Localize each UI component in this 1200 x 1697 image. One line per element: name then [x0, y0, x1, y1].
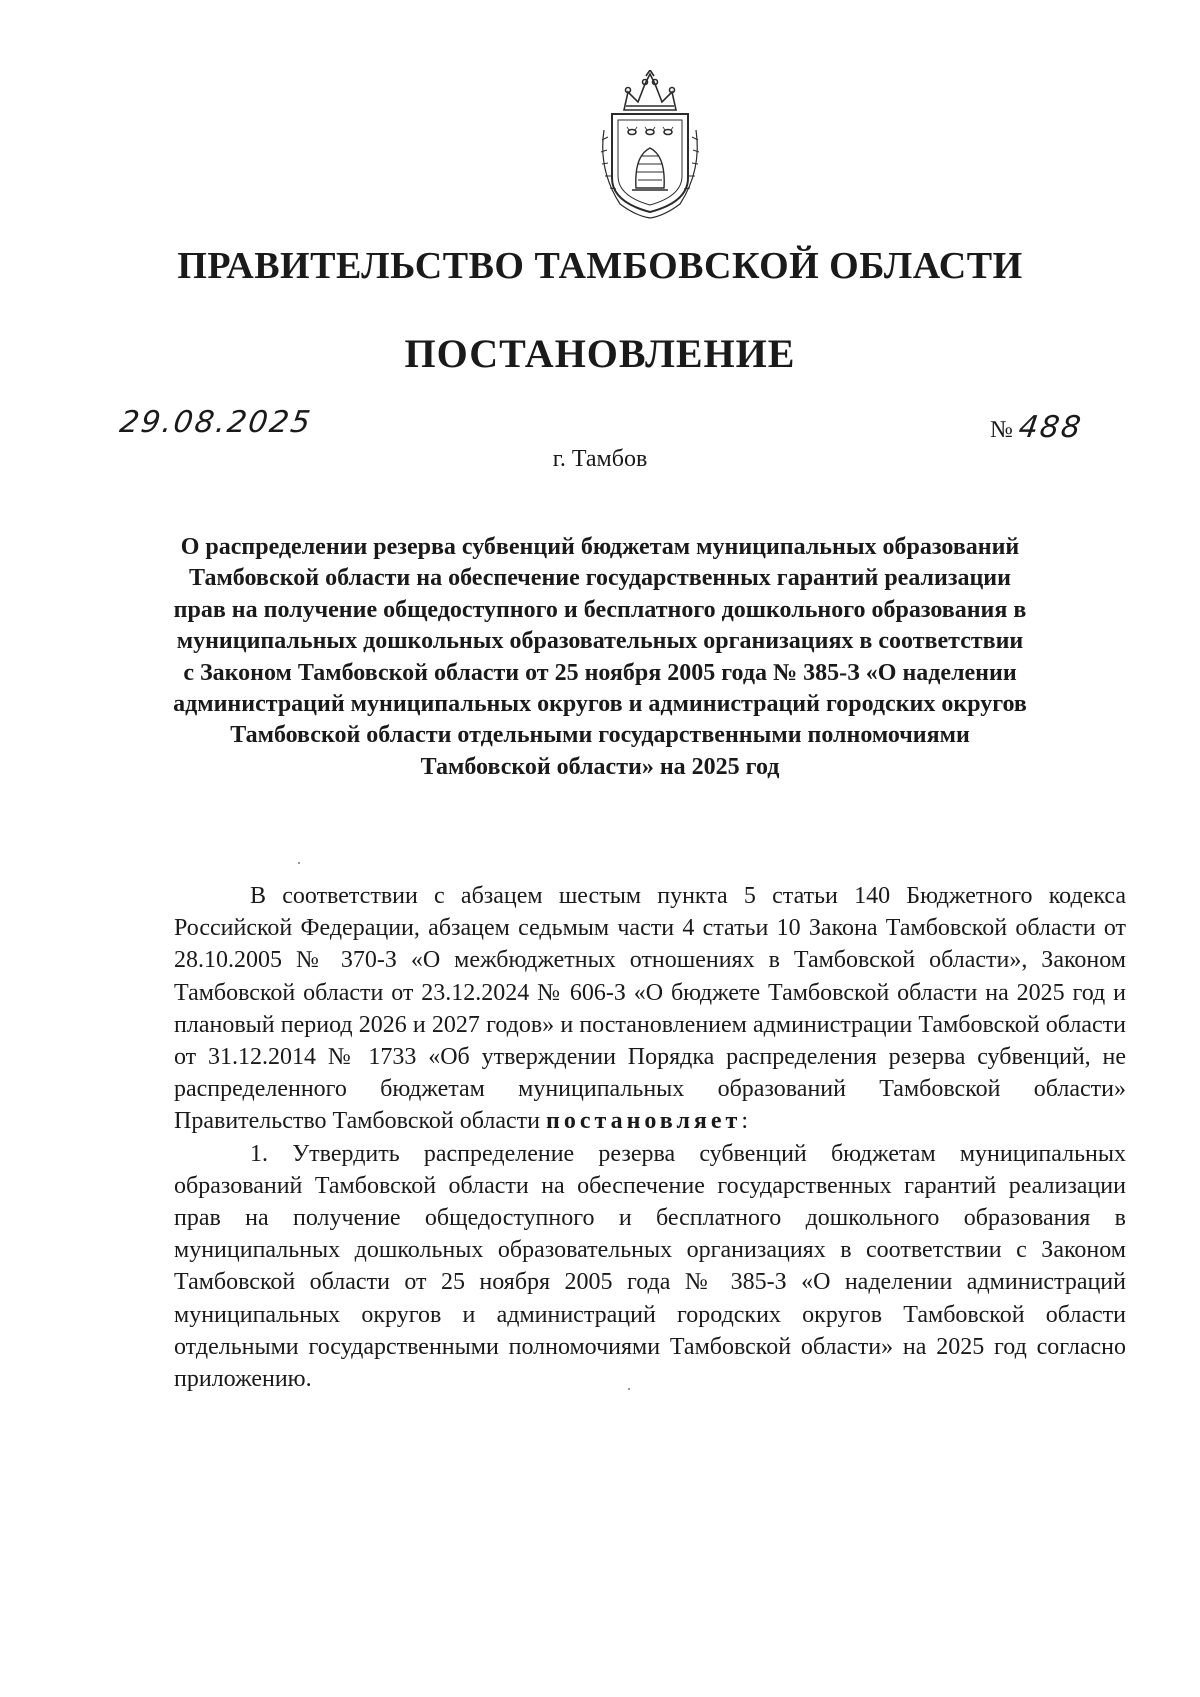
document-subject: О распределении резерва субвенций бюджетам муниципальных образований Тамбовской области на обеспечение государственных гарантий реализации прав на получение общедоступного и бесплатного дошкольного образования в муниципальных дошкольных образовательных организациях в соответствии с Законом Тамбовской области от 25 ноября 2005 года № 385-З «О наделении администраций муниципальных округов и администраций городских округов Тамбовской области отдельными государственными полномочиями Тамбовской области» на 2025 год	[173, 534, 1027, 780]
document-date: 29.08.2025	[117, 405, 315, 440]
tambov-oblast-coat-of-arms-icon	[590, 70, 710, 220]
preamble-text: В соответствии с абзацем шестым пункта 5 статьи 140 Бюджетного кодекса Российской Федерации, абзацем седьмым части 4 статьи 10 Закона Тамбовской области от 28.10.2005 № 370-З «О межбюджетных отношениях в Тамбовской области», Законом Тамбовской области от 23.12.2024 № 606-З «О бюджете Тамбовской области на 2025 год и плановый период 2026 и 2027 годов» и постановлением администрации Тамбовской области от 31.12.2014 № 1733 «Об утверждении Порядка распределения резерва субвенций, не распределенного бюджетам муниципальных образований Тамбовской области» Правительство Тамбовской области	[174, 883, 1126, 1135]
decree-colon: :	[741, 1108, 748, 1135]
decree-word: постановляет	[546, 1108, 742, 1135]
preamble-paragraph	[174, 880, 1126, 1138]
document-type-title: ПОСТАНОВЛЕНИЕ	[404, 331, 796, 376]
item-1-paragraph: 1. Утвердить распределение резерва субвенций бюджетам муниципальных образований Тамбовской области на обеспечение государственных гарантий реализации прав на получение общедоступного и бесплатного дошкольного образования в муниципальных дошкольных образовательных организациях в соответствии с Законом Тамбовской области от 25 ноября 2005 года № 385-З «О наделении администраций муниципальных округов и администраций городских округов Тамбовской области отдельными государственными полномочиями Тамбовской области» на 2025 год согласно приложению.	[174, 1140, 1126, 1393]
organization-title: ПРАВИТЕЛЬСТВО ТАМБОВСКОЙ ОБЛАСТИ	[177, 245, 1023, 287]
scan-speck	[628, 1388, 630, 1390]
number-label: №	[990, 417, 1013, 443]
number-value: 488	[1016, 410, 1085, 445]
scan-speck	[298, 862, 300, 864]
document-body	[174, 880, 1126, 1395]
document-number	[990, 410, 1085, 445]
document-city: г. Тамбов	[552, 446, 648, 472]
